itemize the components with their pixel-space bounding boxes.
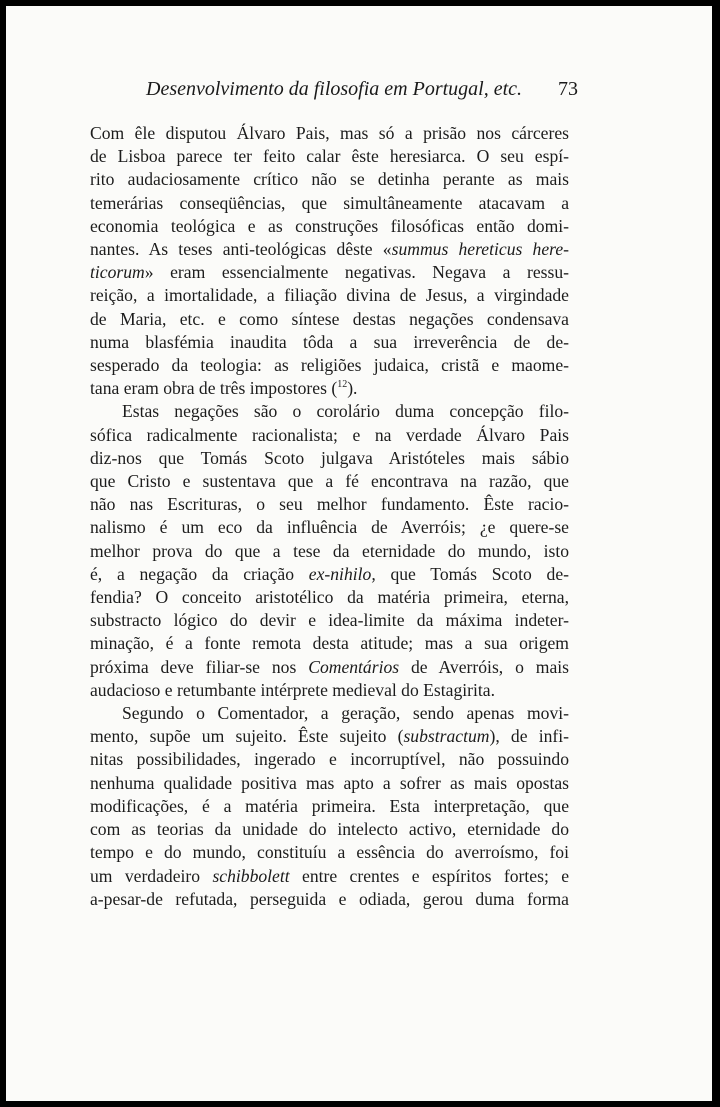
text-line: com as teorias da unidade do intelecto activo, eternidade do [90, 819, 569, 840]
text-line: audacioso e retumbante intérprete medieval do Estagirita. [90, 679, 495, 700]
italic-term: ex-nihilo, [308, 563, 376, 584]
text-line: sófica radicalmente racionalista; e na verdade Álvaro Pais [90, 424, 569, 445]
text-line: Estas negações são o corolário duma concepção filo- [122, 401, 569, 422]
italic-term: substractum [403, 726, 490, 747]
text-line: de Maria, etc. e como síntese destas negações condensava [90, 308, 569, 329]
text-line [90, 563, 569, 586]
text-line: temerárias conseqüências, que simultâneamente atacavam a [90, 192, 569, 213]
text-line [90, 377, 569, 400]
latin-quote: ticorum [90, 262, 145, 283]
text-span: ), de infi- [489, 726, 570, 747]
text-line: tempo e do mundo, constituíu a essência do averroísmo, foi [90, 842, 569, 863]
text-span: nantes. As teses anti-teológicas dêste « [90, 239, 392, 260]
text-span: entre crentes e espíritos fortes; e [289, 865, 569, 886]
text-line: de Lisboa parece ter feito calar êste heresiarca. O seu espí- [90, 146, 569, 167]
text-line: fendia? O conceito aristotélico da matéria primeira, eterna, [90, 587, 569, 608]
running-title: Desenvolvimento da filosofia em Portugal, etc. [146, 78, 523, 100]
text-line: Segundo o Comentador, a geração, sendo apenas movi- [122, 703, 569, 724]
text-line: melhor prova do que a tese da eternidade do mundo, isto [90, 540, 569, 561]
text-span: mento, supõe um sujeito. Êste sujeito ( [90, 726, 404, 747]
text-line: Com êle disputou Álvaro Pais, mas só a prisão nos cárceres [90, 123, 569, 143]
text-line: nitas possibilidades, ingerado e incorruptível, não possuindo [90, 749, 569, 770]
text-line: a-pesar-de refutada, perseguida e odiada, gerou duma forma [90, 888, 569, 909]
text-line [90, 865, 569, 888]
page-number: 73 [558, 78, 578, 100]
book-page [6, 6, 712, 1101]
text-line [90, 261, 569, 284]
text-line: nalismo é um eco da influência de Averróis; ¿e quere-se [90, 517, 569, 538]
text-line: substracto lógico do devir e idea-limite da máxima indeter- [90, 610, 569, 631]
footnote-ref: 12 [337, 379, 348, 391]
text-line: rito audaciosamente crítico não se detinha perante as mais [90, 169, 569, 190]
text-line: minação, é a fonte remota desta atitude; mas a sua origem [90, 633, 569, 654]
text-line: que Cristo e sustentava que a fé encontrava na razão, que [90, 471, 569, 492]
running-header [146, 78, 578, 101]
italic-term: schibbolett [212, 865, 290, 886]
text-span: que Tomás Scoto de- [375, 563, 569, 584]
text-span: é, a negação da criação [90, 563, 309, 584]
text-line: modificações, é a matéria primeira. Esta interpretação, que [90, 795, 569, 816]
text-line: diz-nos que Tomás Scoto julgava Aristóteles mais sábio [90, 447, 569, 468]
text-span: próxima deve filiar-se nos [90, 656, 309, 677]
text-span: ). [347, 378, 358, 399]
latin-quote: summus hereticus here- [391, 239, 569, 260]
text-line: economia teológica e as construções filosóficas então domi- [90, 215, 569, 236]
text-span: tana eram obra de três impostores ( [90, 378, 338, 399]
body-text [90, 122, 569, 911]
text-line [90, 238, 569, 261]
text-span: de Averróis, o mais [399, 656, 569, 677]
text-line: numa blasfémia inaudita tôda a sua irreverência de de- [90, 331, 569, 352]
text-line: reição, a imortalidade, a filiação divina de Jesus, a virgindade [90, 285, 569, 306]
text-line: não nas Escrituras, o seu melhor fundamento. Êste racio- [90, 494, 569, 515]
text-span: um verdadeiro [90, 865, 213, 886]
italic-term: Comentários [308, 656, 400, 677]
text-line: sesperado da teologia: as religiões judaica, cristã e maome- [90, 355, 569, 376]
text-line [90, 725, 569, 748]
text-line [90, 656, 569, 679]
text-line: nenhuma qualidade positiva mas apto a sofrer as mais opostas [90, 772, 569, 793]
text-span: » eram essencialmente negativas. Negava a ressu- [144, 262, 569, 283]
